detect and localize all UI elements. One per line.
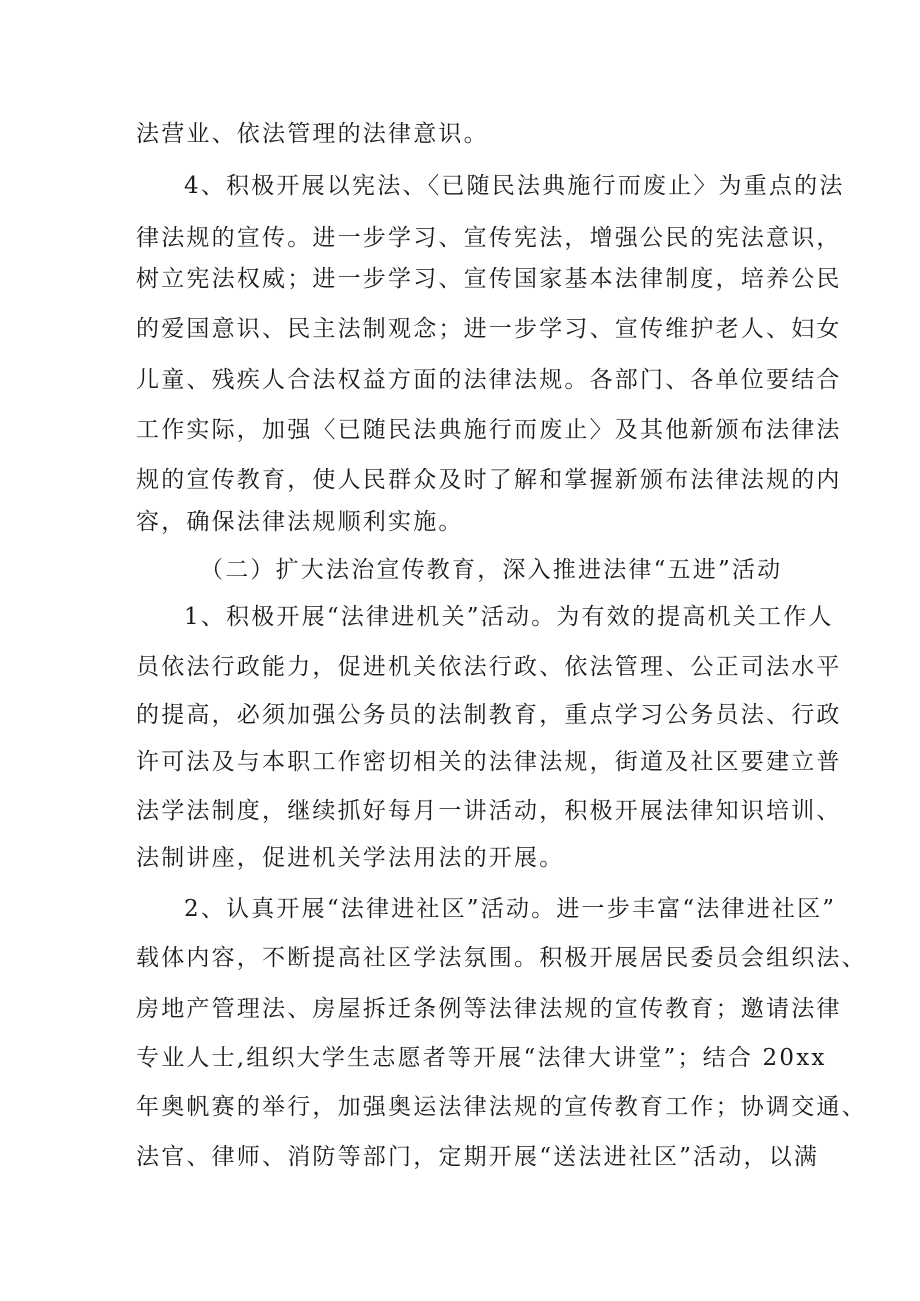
paragraph-2-line-5: 年奥帆赛的举行，加强奥运法律法规的宣传教育工作；协调交通、 [136,1094,867,1120]
paragraph-2-line-1: 2、认真开展“法律进社区”活动。进一步丰富“法律进社区” [184,896,837,922]
text-line-1: 法营业、依法管理的法律意识。 [136,121,489,147]
paragraph-4-line-6: 工作实际，加强〈已随民法典施行而废止〉及其他新颁布法律法 [136,417,842,443]
paragraph-2-line-6: 法官、律师、消防等部门，定期开展“送法进社区”活动，以满 [136,1144,820,1170]
paragraph-4-line-5: 儿童、残疾人合法权益方面的法律法规。各部门、各单位要结合 [136,367,842,393]
paragraph-1-line-2: 员依法行政能力，促进机关依法行政、依法管理、公正司法水平 [136,654,842,680]
paragraph-1-line-1: 1、积极开展“法律进机关”活动。为有效的提高机关工作人 [184,604,834,630]
section-heading: （二）扩大法治宣传教育，深入推进法律“五进”活动 [200,557,783,583]
paragraph-4-line-4: 的爱国意识、民主法制观念；进一步学习、宣传维护老人、妇女 [136,316,842,342]
paragraph-4-line-2: 律法规的宣传。进一步学习、宣传宪法，增强公民的宪法意识， [136,225,842,251]
paragraph-1-line-3: 的提高，必须加强公务员的法制教育，重点学习公务员法、行政 [136,702,842,728]
paragraph-1-line-4: 许可法及与本职工作密切相关的法律法规，街道及社区要建立普 [136,749,842,775]
paragraph-2-line-3: 房地产管理法、房屋拆迁条例等法律法规的宣传教育；邀请法律 [136,996,842,1022]
paragraph-4-line-7: 规的宣传教育，使人民群众及时了解和掌握新颁布法律法规的内 [136,467,842,493]
paragraph-1-line-5: 法学法制度，继续抓好每月一讲活动，积极开展法律知识培训、 [136,798,842,824]
paragraph-4-line-8: 容，确保法律法规顺利实施。 [136,509,464,535]
paragraph-1-line-6: 法制讲座，促进机关学法用法的开展。 [136,845,565,871]
paragraph-4-line-1: 4、积极开展以宪法、〈已随民法典施行而废止〉为重点的法 [184,173,845,199]
paragraph-4-line-3: 树立宪法权威；进一步学习、宣传国家基本法律制度，培养公民 [136,266,842,292]
paragraph-2-line-2: 载体内容，不断提高社区学法氛围。积极开展居民委员会组织法、 [136,945,867,971]
paragraph-2-line-4: 专业人士,组织大学生志愿者等开展“法律大讲堂”；结合 20xx [136,1045,827,1071]
